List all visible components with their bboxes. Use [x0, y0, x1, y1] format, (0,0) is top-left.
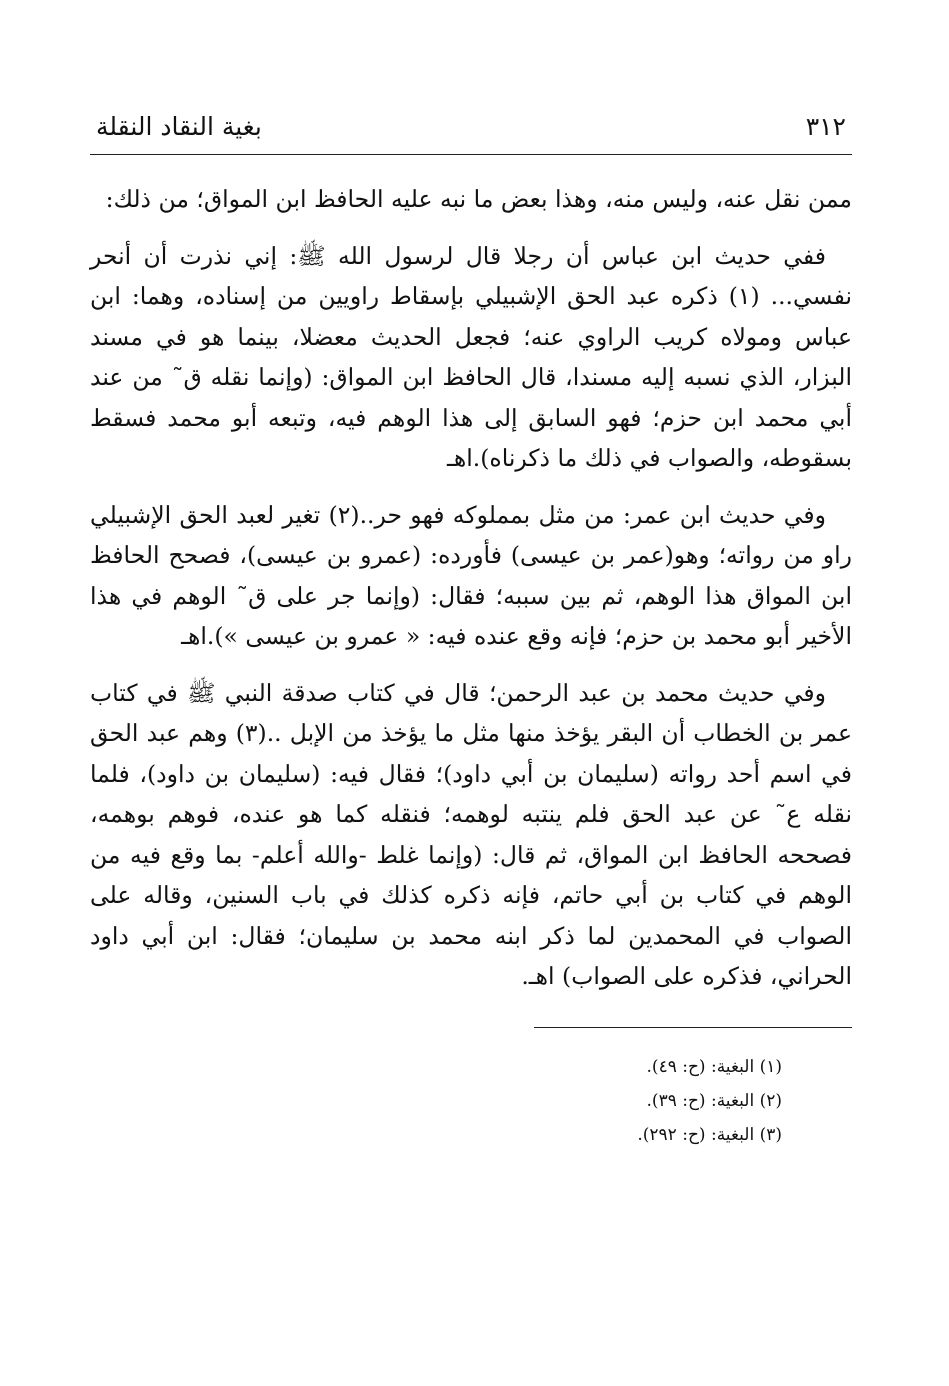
paragraph-ibn-abbas-hadith: ففي حديث ابن عباس أن رجلا قال لرسول الله ﷺ: إني نذرت أن أنحر نفسي... (١) ذكره عبد الحق الإشبيلي بإسقاط راويين من إسناده، وهما: ابن عباس ومولاه كريب الراوي عنه؛ فجعل الحديث معضلا، بينما هو في مسند البزار، الذي نسبه إليه مسندا، قال الحافظ ابن المواق: (وإنما نقله ق˜ من عند أبي محمد ابن حزم؛ فهو السابق إلى هذا الوهم فيه، وتبعه أبو محمد فسقط بسقوطه، والصواب في ذلك ما ذكرناه).اهـ: [90, 241, 853, 472]
footnote-2: (٢) البغية: (ح: ٣٩).: [646, 1090, 782, 1111]
paragraph-ibn-umar-hadith: وفي حديث ابن عمر: من مثل بمملوكه فهو حر..(٢) تغير لعبد الحق الإشبيلي راو من رواته؛ وهو(عمر بن عيسى) فأورده: (عمرو بن عيسى)، فصحح الحافظ ابن المواق هذا الوهم، ثم بين سببه؛ فقال: (وإنما جر على ق˜ الوهم في هذا الأخير أبو محمد بن حزم؛ فإنه وقع عنده فيه: « عمرو بن عيسى »).اهـ: [90, 500, 852, 650]
running-header: [90, 110, 852, 155]
footnote-divider: [534, 1027, 852, 1028]
body-text: [90, 179, 852, 997]
footnote-3: (٣) البغية: (ح: ٢٩٢).: [637, 1124, 782, 1145]
book-page: [90, 110, 852, 1152]
paragraph-muhammad-hadith: وفي حديث محمد بن عبد الرحمن؛ قال في كتاب صدقة النبي ﷺ في كتاب عمر بن الخطاب أن البقر يؤخذ منها مثل ما يؤخذ من الإبل ..(٣) وهم عبد الحق في اسم أحد رواته (سليمان بن أبي داود)؛ فقال فيه: (سليمان بن داود)، فلما نقله ع˜ عن عبد الحق فلم ينتبه لوهمه؛ فنقله كما هو عنده، فوهم بوهمه، فصححه الحافظ ابن المواق، ثم قال: (وإنما غلط -والله أعلم- بما وقع فيه من الوهم في كتاب بن أبي حاتم، فإنه ذكره كذلك في باب السنين، وقاله على الصواب في المحمدين لما ذكر ابنه محمد بن سليمان؛ فقال: ابن أبي داود الحراني، فذكره على الصواب) اهـ.: [90, 678, 852, 990]
footnotes: [90, 1050, 852, 1152]
paragraph-intro: ممن نقل عنه، وليس منه، وهذا بعض ما نبه عليه الحافظ ابن المواق؛ من ذلك:: [105, 185, 852, 213]
book-title: بغية النقاد النقلة: [96, 112, 262, 141]
footnote-1: (١) البغية: (ح: ٤٩).: [646, 1056, 782, 1077]
page-number: ٣١٢: [805, 112, 846, 141]
